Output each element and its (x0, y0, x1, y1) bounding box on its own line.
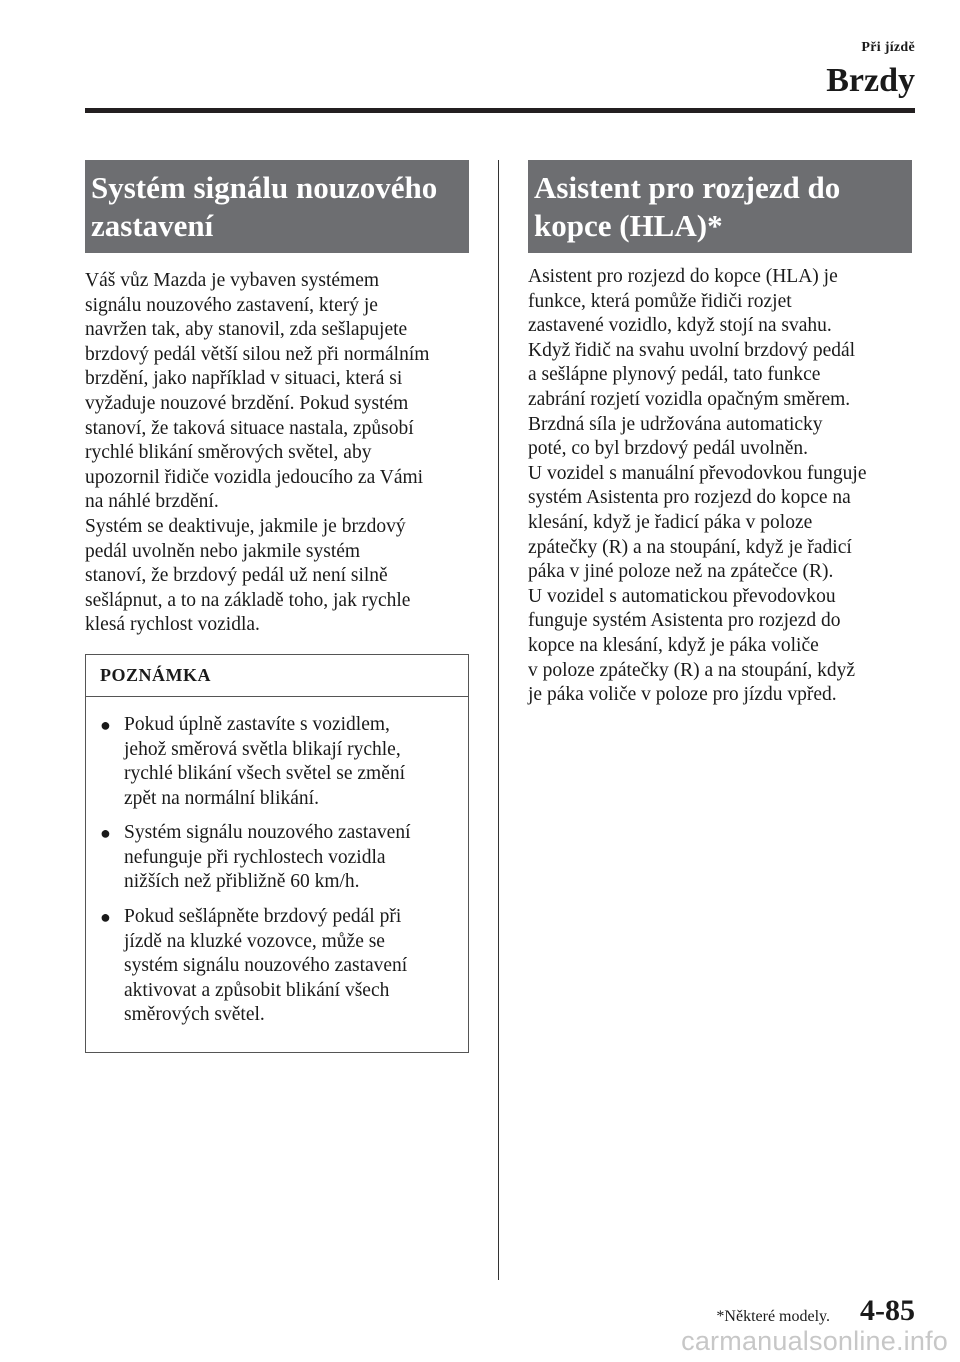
column-divider (498, 160, 499, 1280)
title-line: Systém signálu nouzového (91, 170, 438, 205)
body-text-line: vyžaduje nouzové brzdění. Pokud systém (85, 392, 409, 414)
body-text-line: Asistent pro rozjezd do kopce (HLA) je (528, 266, 838, 287)
bullet-icon: ● (100, 907, 111, 928)
body-text-line: Váš vůz Mazda je vybaven systémem (85, 270, 380, 291)
body-text-line: je páka voliče v poloze pro jízdu vpřed. (528, 684, 837, 706)
body-text-line: U vozidel s automatickou převodovkou (528, 585, 836, 607)
body-text-line: stanoví, že brzdový pedál už není silně (85, 565, 388, 587)
body-text-line: funguje systém Asistenta pro rozjezd do (528, 610, 841, 632)
note-text-line: rychlé blikání všech světel se změní (124, 763, 406, 785)
emergency-signal-title (85, 160, 469, 253)
body-text-line: systém Asistenta pro rozjezd do kopce na (528, 487, 851, 509)
note-text-line: nefunguje při rychlostech vozidla (124, 846, 386, 868)
note-item (100, 905, 454, 1028)
body-text-line: zpátečky (R) a na stoupání, když je řadicí (528, 536, 852, 558)
body-text-line: poté, co byl brzdový pedál uvolněn. (528, 438, 808, 460)
title-line: kopce (HLA)* (534, 208, 723, 243)
note-box (85, 654, 469, 1053)
body-text-line: upozornil řidiče vozidla jedoucího za Vámi (85, 466, 424, 488)
note-text-line: systém signálu nouzového zastavení (124, 955, 408, 977)
body-text-line: klesání, když je řadicí páka v poloze (528, 511, 813, 533)
body-text-line: brzdový pedál větší silou než při normálním (85, 343, 430, 365)
note-item-text (124, 821, 454, 895)
body-text-line: Když řidič na svahu uvolní brzdový pedál (528, 339, 856, 361)
page-number: 4-85 (860, 1294, 915, 1327)
note-item (100, 821, 454, 895)
body-text-line: zabrání rozjetí vozidla opačným směrem. (528, 388, 851, 410)
body-text-line: sešlápnut, a to na základě toho, jak rychle (85, 589, 411, 611)
body-text-line: kopce na klesání, když je páka voliče (528, 634, 819, 656)
note-text-line: jízdě na kluzké vozovce, může se (124, 930, 385, 952)
note-item-text (124, 713, 454, 811)
note-heading: POZNÁMKA (86, 655, 468, 697)
note-item-text (124, 905, 454, 1028)
body-text-line: Brzdná síla je udržována automaticky (528, 413, 823, 435)
note-item (100, 713, 454, 811)
body-text-line: pedál uvolněn nebo jakmile systém (85, 540, 361, 562)
bullet-icon: ● (100, 714, 111, 735)
hla-body (528, 265, 912, 708)
body-text-line: navržen tak, aby stanovil, zda sešlapujete (85, 319, 408, 341)
body-text-line: na náhlé brzdění. (85, 491, 219, 513)
body-text-line: signálu nouzového zastavení, který je (85, 294, 378, 316)
note-text-line: Systém signálu nouzového zastavení (124, 822, 411, 844)
right-column (528, 160, 912, 708)
bullet-icon: ● (100, 823, 111, 844)
body-text-line: a sešlápne plynový pedál, tato funkce (528, 364, 821, 386)
emergency-signal-body (85, 269, 469, 638)
note-text-line: aktivovat a způsobit blikání všech (124, 979, 390, 1001)
body-text-line: páka v jiné poloze než na zpátečce (R). (528, 561, 834, 583)
body-text-line: zastavené vozidlo, když stojí na svahu. (528, 315, 832, 337)
note-text-line: Pokud úplně zastavíte s vozidlem, (124, 713, 390, 735)
body-text-line: klesá rychlost vozidla. (85, 614, 260, 636)
body-text-line: v poloze zpátečky (R) a na stoupání, když (528, 659, 856, 681)
note-text-line: nižších než přibližně 60 km/h. (124, 871, 360, 893)
hla-title (528, 160, 912, 253)
note-text-line: směrových světel. (124, 1004, 265, 1026)
body-text-line: funkce, která pomůže řidiči rozjet (528, 290, 792, 312)
body-text-line: Systém se deaktivuje, jakmile je brzdový (85, 515, 406, 537)
chapter-title: Brzdy (826, 62, 915, 99)
note-list (86, 697, 468, 1052)
body-text-line: stanoví, že taková situace nastala, způsobí (85, 417, 414, 439)
body-text-line: U vozidel s manuální převodovkou funguje (528, 462, 867, 484)
note-text-line: Pokud sešlápněte brzdový pedál při (124, 906, 402, 928)
body-text-line: rychlé blikání směrových světel, aby (85, 442, 372, 464)
section-label: Při jízdě (861, 40, 915, 55)
note-text-line: jehož směrová světla blikají rychle, (124, 738, 401, 760)
note-text-line: zpět na normální blikání. (124, 787, 319, 809)
title-line: Asistent pro rozjezd do (534, 170, 841, 205)
header-rule (85, 108, 915, 113)
body-text-line: brzdění, jako například v situaci, která si (85, 368, 403, 390)
watermark: carmanualsonline.info (681, 1326, 948, 1356)
left-column (85, 160, 469, 1053)
footnote: *Některé modely. (716, 1308, 830, 1325)
title-line: zastavení (91, 208, 214, 243)
